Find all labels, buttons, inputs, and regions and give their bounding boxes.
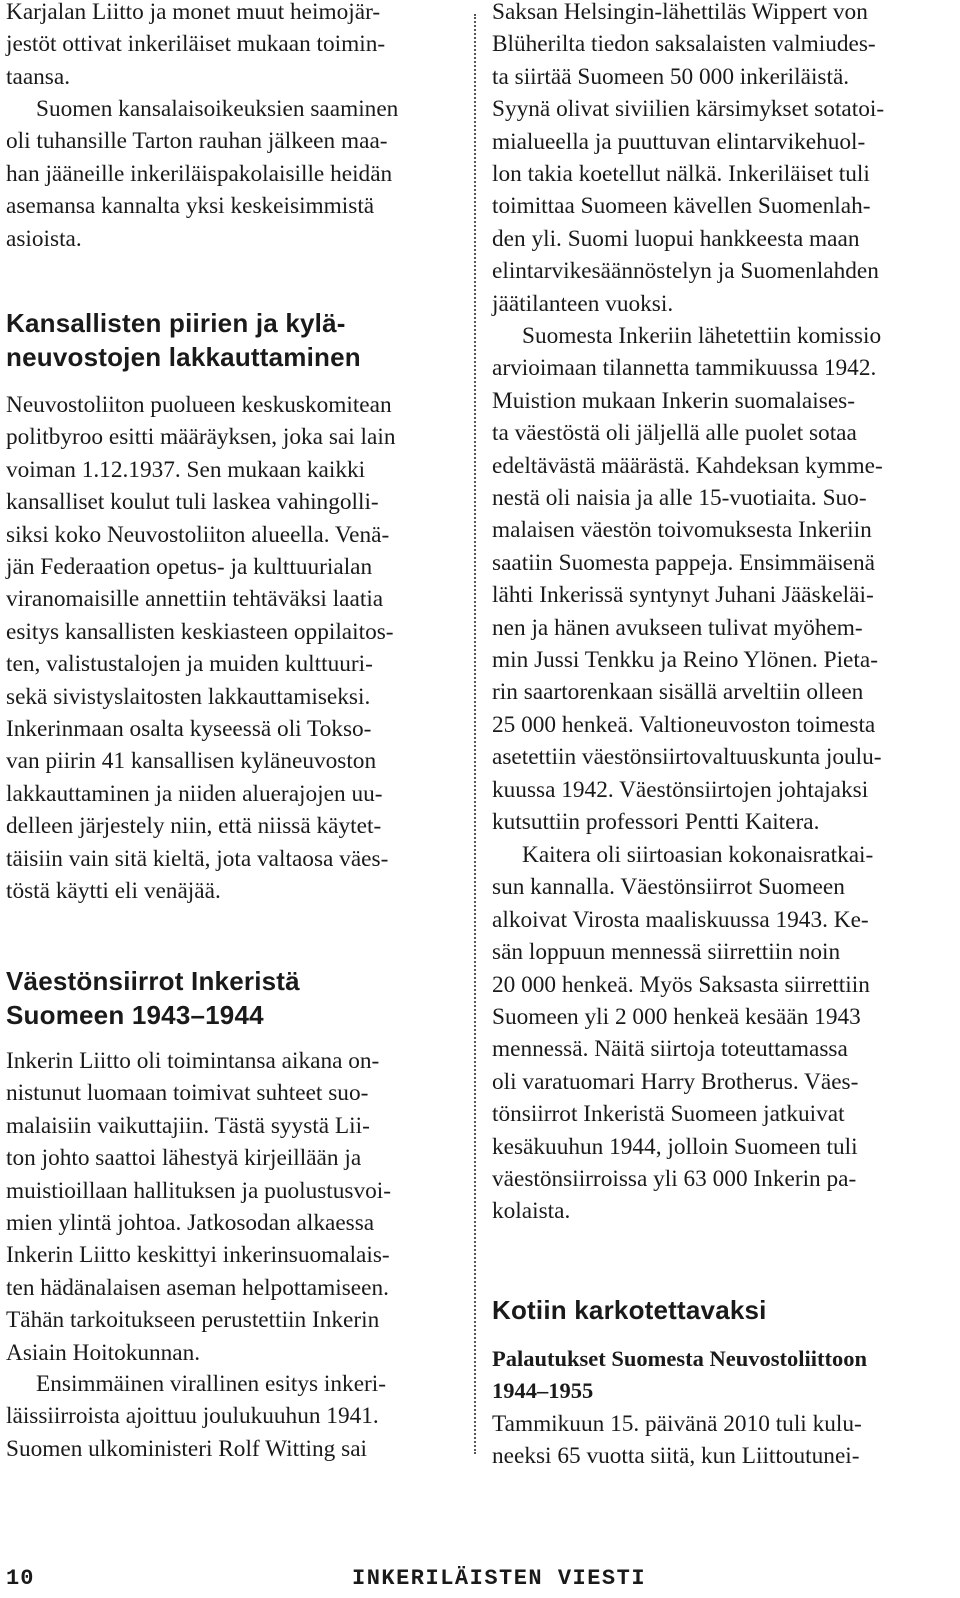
paragraph: Karjalan Liitto ja monet muut heimojär- jestöt ottivat inkeriläiset mukaan toimin- taansa.	[6, 0, 386, 90]
publication-name: INKERILÄISTEN VIESTI	[352, 1566, 647, 1591]
section-heading: Kotiin karkotettavaksi	[492, 1295, 767, 1325]
section-heading: Kansallisten piirien ja kylä- neuvostojen lakkauttaminen	[6, 308, 361, 372]
paragraph: Tammikuun 15. päivänä 2010 tuli kulu- neeksi 65 vuotta siitä, kun Liittoutunei-	[492, 1411, 862, 1470]
paragraph: Suomesta Inkeriin lähetettiin komissio arvioimaan tilannetta tammikuussa 1942. Muistion mukaan Inkerin suomalaises- ta väestöstä oli jäljellä alle puolet sotaa edeltävästä määrästä. Kahdeksan kymme- nestä oli naisia ja alle 15-vuotiaita. Suo- malaisen väestön toivomuksesta Inkeriin saatiin Suomesta pappeja. Ensimmäisenä lähti Inkerissä syntynyt Juhani Jääskeläi- nen ja hänen avukseen tulivat myöhem- min Jussi Tenkku ja Reino Ylönen. Pieta- rin saartorenkaan sisällä arveltiin olleen 25 000 henkeä. Valtioneuvoston toimesta asetettiin väestönsiirtovaltuuskunta joulu- kuussa 1942. Väestönsiirtojen johtajaksi kutsuttiin professori Pentti Kaitera.	[492, 323, 883, 836]
page-number: 10	[6, 1566, 35, 1591]
sub-heading: Palautukset Suomesta Neuvostoliittoon 1944–1955	[492, 1346, 868, 1403]
section-heading: Väestönsiirrot Inkeristä Suomeen 1943–1944	[6, 966, 300, 1030]
paragraph: Suomen kansalaisoikeuksien saaminen oli tuhansille Tarton rauhan jälkeen maa- han jääneille inkeriläispakolaisille heidän asemansa kannalta yksi keskeisimmistä asioista.	[6, 96, 399, 252]
paragraph: Ensimmäinen virallinen esitys inkeri- läissiirroista ajoittuu joulukuuhun 1941. Suomen ulkoministeri Rolf Witting sai	[6, 1371, 387, 1462]
paragraph: Inkerin Liitto oli toimintansa aikana on- nistunut luomaan toimivat suhteet suo- malaisiin vaikuttajiin. Tästä syystä Lii- ton johto saattoi lähestyä kirjeillään ja muistioillaan hallituksen ja puolustusvoi- mien ylintä johtoa. Jatkosodan alkaessa Inkerin Liitto keskittyi inkerinsuomalais- ten hädänalaisen aseman helpottamiseen. Tähän tarkoitukseen perustettiin Inkerin Asiain Hoitokunnan.	[6, 1048, 392, 1366]
paragraph: Saksan Helsingin-lähettiläs Wippert von Blüherilta tiedon saksalaisten valmiudes- ta siirtää Suomeen 50 000 inkeriläistä. Syynä olivat siviilien kärsimykset sotatoi- mialueella ja puuttuvan elintarvikehuol- lon takia koetellut nälkä. Inkeriläiset tuli toimittaa Suomeen kävellen Suomenlah- den yli. Suomi luopui hankkeesta maan elintarvikesäännöstelyn ja Suomenlahden jäätilanteen vuoksi.	[492, 0, 885, 317]
paragraph: Neuvostoliiton puolueen keskuskomitean politbyroo esitti määräyksen, joka sai lain voiman 1.12.1937. Sen mukaan kaikki kansalliset koulut tuli laskea vahingolli- siksi koko Neuvostoliiton alueella. Venä- jän Federaation opetus- ja kulttuurialan viranomaisille annettiin tehtäväksi laatia esitys kansallisten keskiasteen oppilaitos- ten, valistustalojen ja muiden kulttuuri- sekä sivistyslaitosten lakkauttamiseksi. Inkerinmaan osalta kyseessä oli Tokso- van piirin 41 kansallisen kyläneuvoston lakkauttaminen ja niiden aluerajojen uu- delleen järjestely niin, että niissä käytet- täisiin vain sitä kieltä, jota valtaosa väes- töstä käytti eli venäjää.	[6, 392, 396, 905]
page-footer	[0, 1566, 960, 1598]
paragraph: Kaitera oli siirtoasian kokonaisratkai- sun kannalla. Väestönsiirrot Suomeen alkoivat Virosta maaliskuussa 1943. Ke- sän loppuun mennessä siirrettiin noin 20 000 henkeä. Myös Saksasta siirrettiin Suomeen yli 2 000 henkeä kesään 1943 mennessä. Näitä siirtoja toteuttamassa oli varatuomari Harry Brotherus. Väes- tönsiirrot Inkeristä Suomeen jatkuivat kesäkuuhun 1944, jolloin Suomeen tuli väestönsiirroissa yli 63 000 Inkerin pa- kolaista.	[492, 842, 874, 1225]
column-divider	[474, 14, 476, 1454]
